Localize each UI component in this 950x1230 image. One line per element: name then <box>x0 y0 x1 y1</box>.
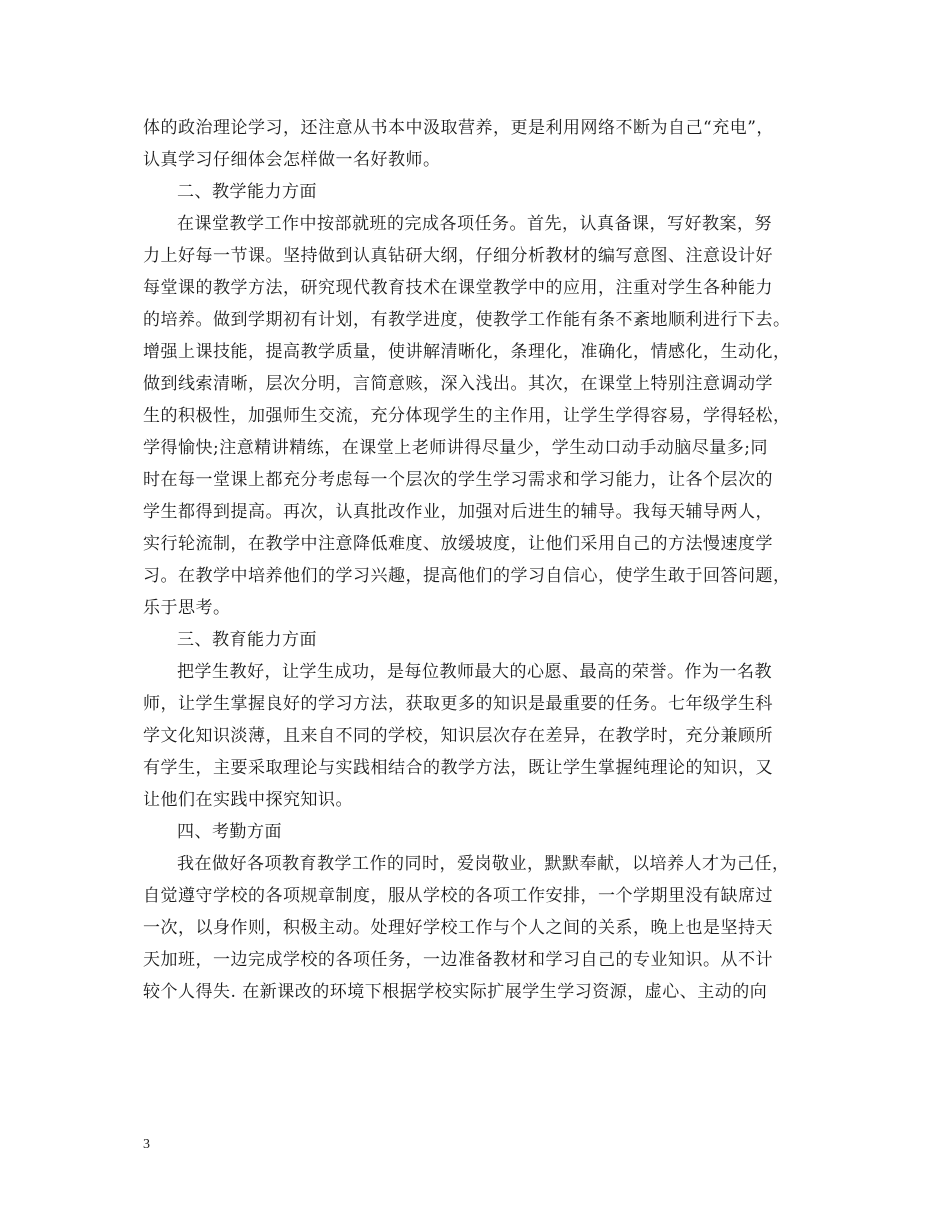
text-line: 在课堂教学工作中按部就班的完成各项任务。首先，认真备课，写好教案，努 <box>177 214 772 234</box>
text-line: 四、考勤方面 <box>177 822 282 842</box>
text-line: 学文化知识淡薄，且来自不同的学校，知识层次存在差异，在教学时，充分兼顾所 <box>143 726 773 746</box>
text-line: 有学生，主要采取理论与实践相结合的教学方法，既让学生掌握纯理论的知识，又 <box>143 758 773 778</box>
text-line: 把学生教好，让学生成功，是每位教师最大的心愿、最高的荣誉。作为一名教 <box>177 662 772 682</box>
text-line: 时在每一堂课上都充分考虑每一个层次的学生学习需求和学习能力，让各个层次的 <box>143 470 773 490</box>
text-line: 实行轮流制，在教学中注意降低难度、放缓坡度，让他们采用自己的方法慢速度学 <box>143 534 773 554</box>
text-line: 一次，以身作则，积极主动。处理好学校工作与个人之间的关系，晚上也是坚持天 <box>143 918 773 938</box>
text-line: 自觉遵守学校的各项规章制度，服从学校的各项工作安排，一个学期里没有缺席过 <box>143 886 773 906</box>
text-line: 认真学习仔细体会怎样做一名好教师。 <box>143 150 441 170</box>
text-line: 生的积极性，加强师生交流，充分体现学生的主作用，让学生学得容易，学得轻松， <box>143 406 791 426</box>
text-line: 让他们在实践中探究知识。 <box>143 790 353 810</box>
text-line: 较个人得失. 在新课改的环境下根据学校实际扩展学生学习资源，虚心、主动的向 <box>143 982 768 1002</box>
text-line: 习。在教学中培养他们的学习兴趣，提高他们的学习自信心，使学生敢于回答问题， <box>143 566 791 586</box>
text-line: 体的政治理论学习，还注意从书本中汲取营养，更是利用网络不断为自己“充电”， <box>143 118 774 138</box>
text-line: 二、教学能力方面 <box>177 182 317 202</box>
text-line: 天加班，一边完成学校的各项任务，一边准备教材和学习自己的专业知识。从不计 <box>143 950 773 970</box>
text-line: 的培养。做到学期初有计划，有教学进度，使教学工作能有条不紊地顺利进行下去。 <box>143 310 791 330</box>
text-line: 三、教育能力方面 <box>177 630 317 650</box>
text-line: 学生都得到提高。再次，认真批改作业，加强对后进生的辅导。我每天辅导两人， <box>143 502 773 522</box>
text-line: 学得愉快;注意精讲精练，在课堂上老师讲得尽量少，学生动口动手动脑尽量多;同 <box>143 438 768 458</box>
text-line: 增强上课技能，提高教学质量，使讲解清晰化，条理化，准确化，情感化，生动化， <box>143 342 791 362</box>
text-line: 每堂课的教学方法，研究现代教育技术在课堂教学中的应用，注重对学生各种能力 <box>143 278 773 298</box>
document-page <box>143 112 823 1008</box>
text-line: 乐于思考。 <box>143 598 231 618</box>
text-line: 力上好每一节课。坚持做到认真钻研大纲，仔细分析教材的编写意图、注意设计好 <box>143 246 773 266</box>
page-number: 3 <box>143 1137 150 1152</box>
text-line: 师，让学生掌握良好的学习方法，获取更多的知识是最重要的任务。七年级学生科 <box>143 694 773 714</box>
text-line: 做到线索清晰，层次分明，言简意赅，深入浅出。其次，在课堂上特别注意调动学 <box>143 374 773 394</box>
text-line: 我在做好各项教育教学工作的同时，爱岗敬业，默默奉献，以培养人才为己任， <box>177 854 790 874</box>
